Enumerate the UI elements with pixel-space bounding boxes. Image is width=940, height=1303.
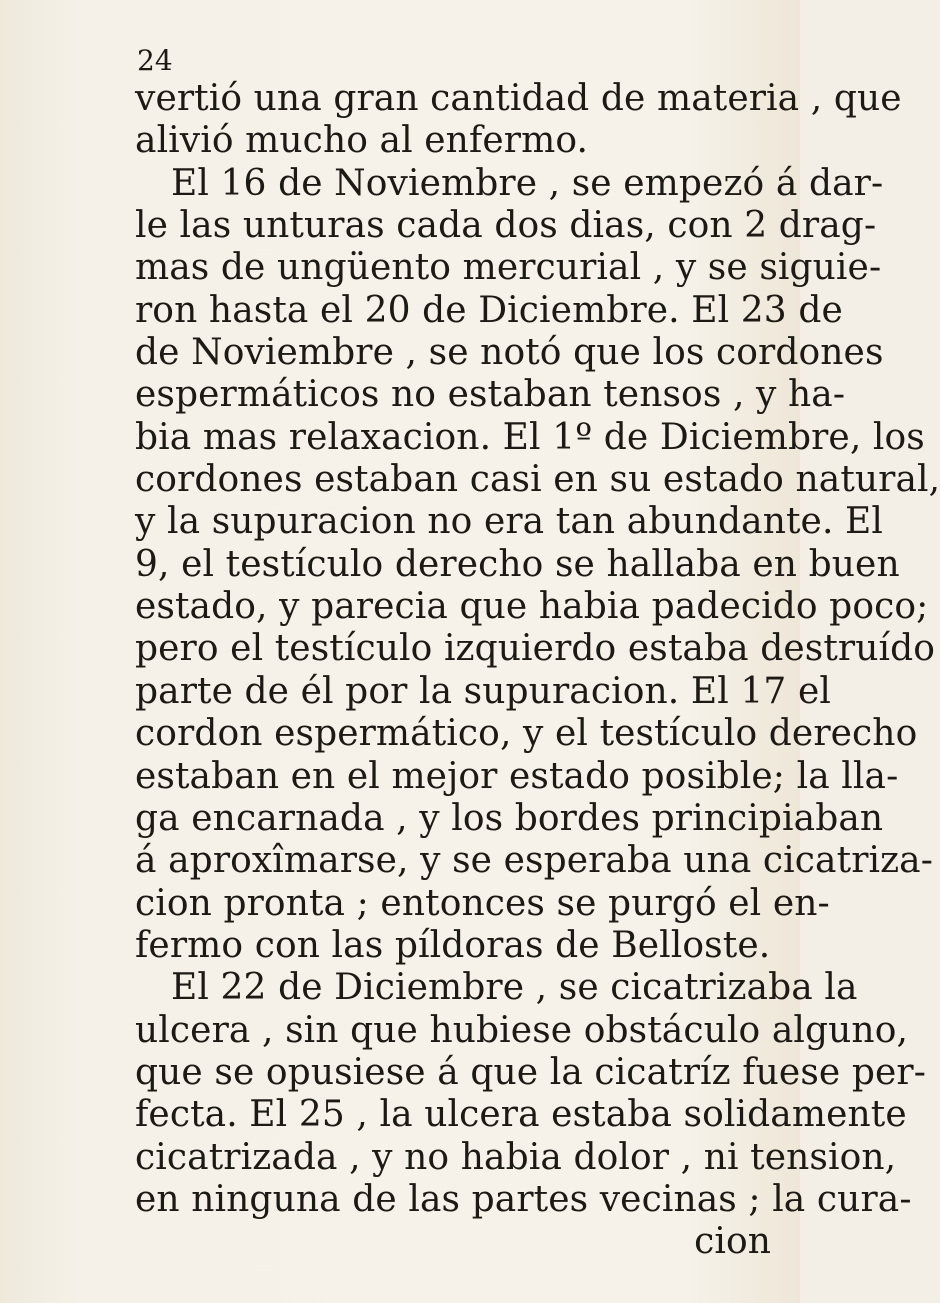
- text-line-8: espermáticos no estaban tensos , y ha-: [135, 374, 846, 416]
- text-line-23: ulcera , sin que hubiese obstáculo alguno,: [135, 1009, 909, 1051]
- text-line-16: cordon espermático, y el testículo derecho: [135, 713, 918, 755]
- text-line-25: fecta. El 25 , la ulcera estaba solidamente: [135, 1094, 907, 1136]
- text-line-26: cicatrizada , y no habia dolor , ni tension,: [135, 1136, 897, 1178]
- catchword: cion: [694, 1221, 771, 1263]
- text-line-7: de Noviembre , se notó que los cordones: [135, 332, 884, 374]
- text-line-15: parte de él por la supuracion. El 17 el: [135, 670, 831, 712]
- text-line-22: El 22 de Diciembre , se cicatrizaba la: [171, 967, 858, 1009]
- text-line-21: fermo con las píldoras de Belloste.: [135, 924, 771, 966]
- text-line-4: le las unturas cada dos dias, con 2 drag-: [135, 205, 877, 247]
- text-line-5: mas de ungüento mercurial , y se siguie-: [135, 247, 882, 289]
- text-line-18: ga encarnada , y los bordes principiaban: [135, 797, 884, 839]
- text-line-24: que se opusiese á que la cicatríz fuese per-: [135, 1051, 926, 1093]
- text-line-6: ron hasta el 20 de Diciembre. El 23 de: [135, 289, 843, 331]
- text-line-3: El 16 de Noviembre , se empezó á dar-: [171, 162, 884, 204]
- text-line-27: en ninguna de las partes vecinas ; la cura-: [135, 1178, 912, 1220]
- text-line-12: 9, el testículo derecho se hallaba en buen: [135, 543, 900, 585]
- text-line-20: cion pronta ; entonces se purgó el en-: [135, 882, 830, 924]
- text-line-2: alivió mucho al enfermo.: [135, 120, 589, 162]
- body-text: [135, 78, 940, 1264]
- text-line-17: estaban en el mejor estado posible; la lla-: [135, 755, 899, 797]
- text-line-13: estado, y parecia que habia padecido poco;: [135, 586, 929, 628]
- text-line-19: á aproxîmarse, y se esperaba una cicatriza-: [135, 840, 934, 882]
- text-line-11: y la supuracion no era tan abundante. El: [135, 501, 884, 543]
- text-line-9: bia mas relaxacion. El 1º de Diciembre, los: [135, 416, 925, 458]
- text-line-1: vertió una gran cantidad de materia , que: [135, 78, 902, 119]
- text-line-10: cordones estaban casi en su estado natural,: [135, 459, 940, 501]
- text-line-14: pero el testículo izquierdo estaba destruído: [135, 628, 936, 670]
- page-number: 24: [137, 44, 173, 77]
